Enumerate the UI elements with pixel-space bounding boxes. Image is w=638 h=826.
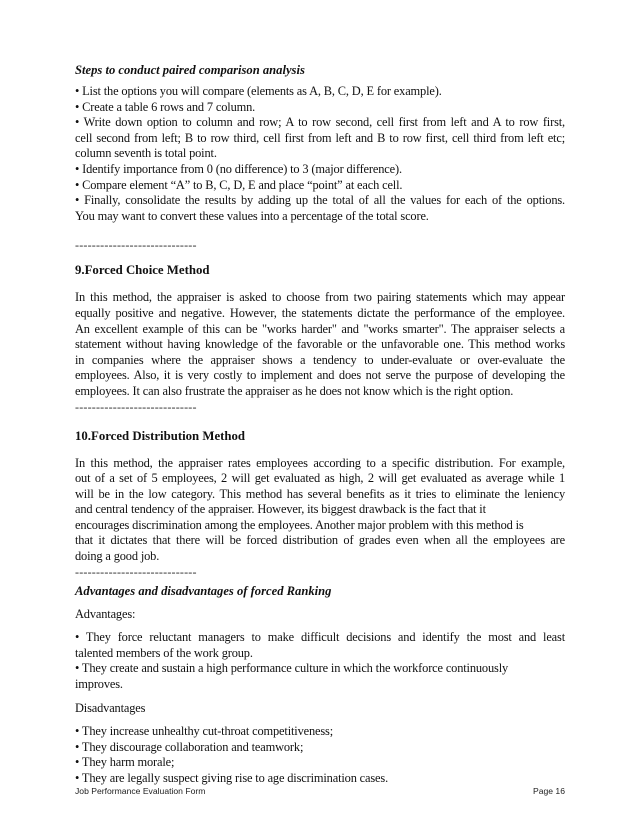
steps-list [75,84,565,224]
disadvantage-line: • They discourage collaboration and teamwork; [75,739,304,754]
steps-line: column seventh is total point. [75,146,217,161]
footer-title: Job Performance Evaluation Form [75,786,206,796]
paragraph-line: encourages discrimination among the employees. Another major problem with this method is [75,517,524,532]
steps-line: • Compare element “A” to B, C, D, E and place “point” at each cell. [75,177,403,192]
paragraph-line: An excellent example of this can be "works harder" and "works smarter". The appraiser selects a [75,321,565,336]
steps-line: You may want to convert these values into a percentage of the total score. [75,208,429,223]
paragraph-line: in companies where the appraiser shows a tendency to under-evaluate or over-evaluate the [75,352,565,367]
paragraph-line: will be in the low category. This method has several benefits as it tries to eliminate the leniency [75,486,565,501]
paragraph-line: employees. Also, it is very costly to implement and does not serve the purpose of developing the [75,368,565,383]
disadvantages-label: Disadvantages [75,700,146,715]
section-separator: ----------------------------- [75,238,197,253]
forced-distribution-heading: 10.Forced Distribution Method [75,428,246,443]
advantage-line: improves. [75,677,123,692]
paragraph-line: doing a good job. [75,549,160,564]
section-separator: ----------------------------- [75,564,197,579]
forced-distribution-paragraph [75,456,565,565]
steps-line: • Create a table 6 rows and 7 column. [75,99,256,114]
advantage-line: • They force reluctant managers to make difficult decisions and identify the most and least [75,630,565,645]
steps-line: • List the options you will compare (elements as A, B, C, D, E for example). [75,84,442,98]
document-page [75,62,565,787]
disadvantages-list [75,724,565,786]
paragraph-line: employees. It can also frustrate the appraiser as he does not know which is the right option. [75,383,514,398]
advantages-list [75,630,565,692]
page-number: Page 16 [532,786,565,796]
disadvantage-line: • They harm morale; [75,755,175,770]
paragraph-line: In this method, the appraiser is asked to choose from two pairing statements which may appear [75,290,565,305]
advantages-label: Advantages: [75,606,136,621]
paragraph-line: statement without having knowledge of the favorable or the unfavorable one. This method works [75,337,565,352]
disadvantage-line: • They are legally suspect giving rise to age discrimination cases. [75,771,389,785]
paragraph-line: equally positive and negative. However, the statements dictate the performance of the employee. [75,305,565,320]
forced-choice-heading: 9.Forced Choice Method [75,263,210,278]
paragraph-line: and central tendency of the appraiser. However, its biggest drawback is the fact that it [75,502,486,517]
forced-choice-paragraph [75,290,565,399]
advantage-line: • They create and sustain a high performance culture in which the workforce continuously [75,661,509,676]
steps-line: • Finally, consolidate the results by adding up the total of all the values for each of the options. [75,193,565,208]
forced-ranking-heading: Advantages and disadvantages of forced Ranking [75,583,332,598]
paragraph-line: out of a set of 5 employees, 2 will get evaluated as high, 2 will get evaluated as average while 1 [75,471,565,486]
steps-line: • Write down option to column and row; A to row second, cell first from left and A to row first, [75,115,565,130]
paragraph-line: In this method, the appraiser rates employees according to a specific distribution. For example, [75,455,565,470]
steps-line: cell second from left; B to row third, cell first from left and B to row first, cell third from left etc; [75,130,565,145]
section-separator: ----------------------------- [75,399,197,414]
advantage-line: talented members of the work group. [75,645,253,660]
steps-line: • Identify importance from 0 (no difference) to 3 (major difference). [75,161,402,176]
disadvantage-line: • They increase unhealthy cut-throat competitiveness; [75,724,333,739]
paragraph-line: that it dictates that there will be forced distribution of grades even when all the employees are [75,533,565,548]
steps-heading: Steps to conduct paired comparison analysis [75,63,305,77]
